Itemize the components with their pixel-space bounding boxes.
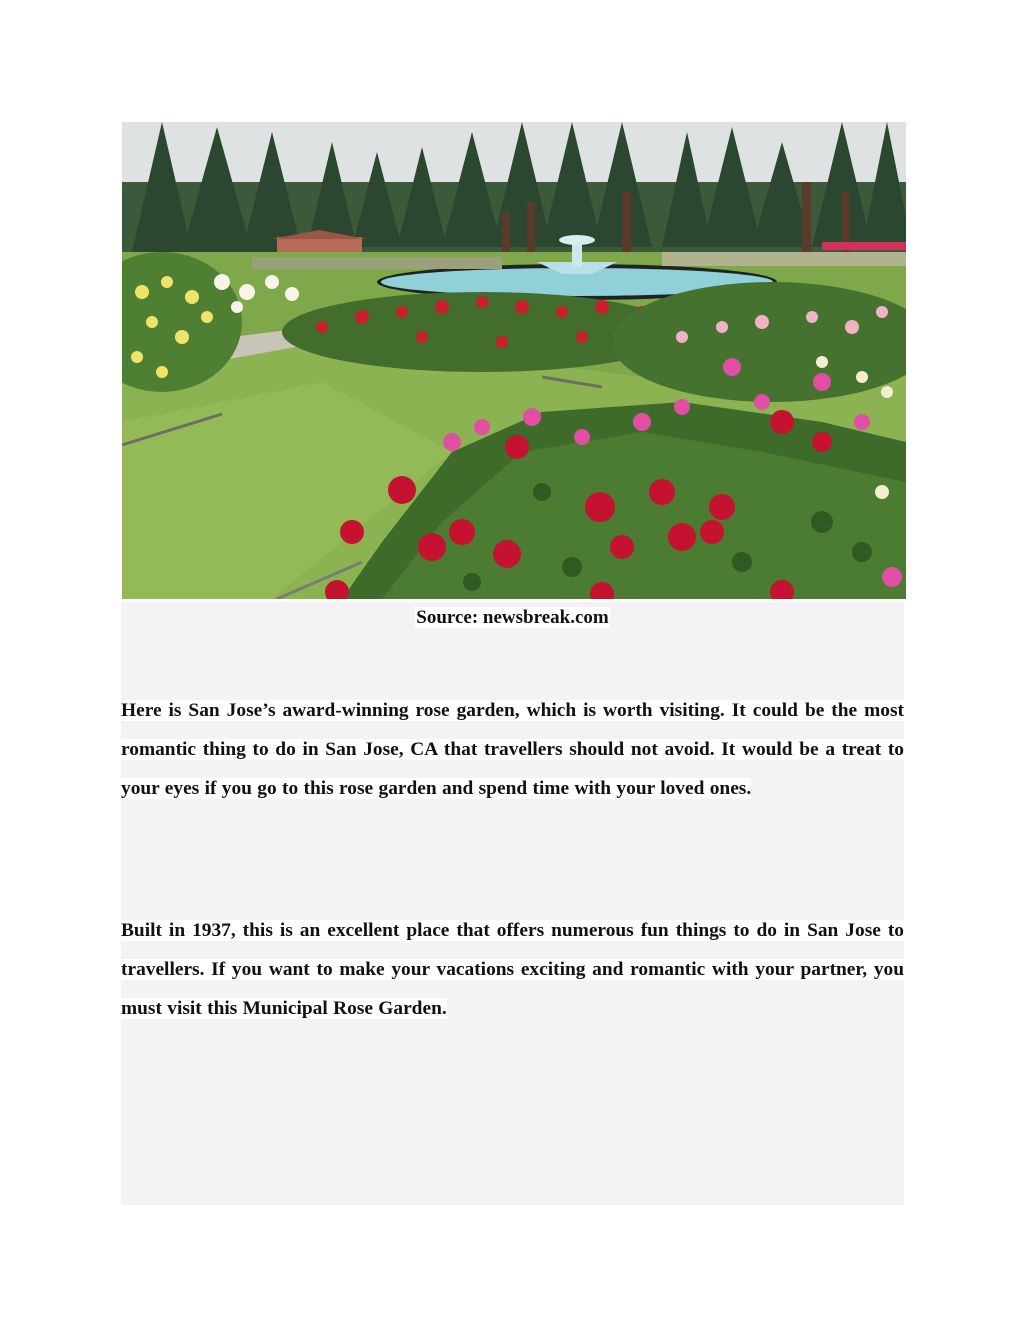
caption-text: Source: newsbreak.com: [416, 607, 609, 628]
rose-garden-illustration: [122, 122, 906, 599]
paragraph-2: [121, 911, 904, 1028]
content-panel: [121, 602, 904, 1205]
paragraph-2-text: Built in 1937, this is an excellent place that offers numerous fun things to do in San Jose to travellers. If you want to make your vacations exciting and romantic with your partner, you must visit this Municipal Rose Garden.: [121, 920, 904, 1019]
image-caption: [121, 605, 904, 631]
paragraph-1-text: Here is San Jose’s award-winning rose garden, which is worth visiting. It could be the most romantic thing to do in San Jose, CA that travellers should not avoid. It would be a treat to your eyes if you go to this rose garden and spend time with your loved ones.: [121, 700, 904, 799]
rose-garden-photo: [122, 122, 906, 599]
paragraph-1: [121, 691, 904, 808]
